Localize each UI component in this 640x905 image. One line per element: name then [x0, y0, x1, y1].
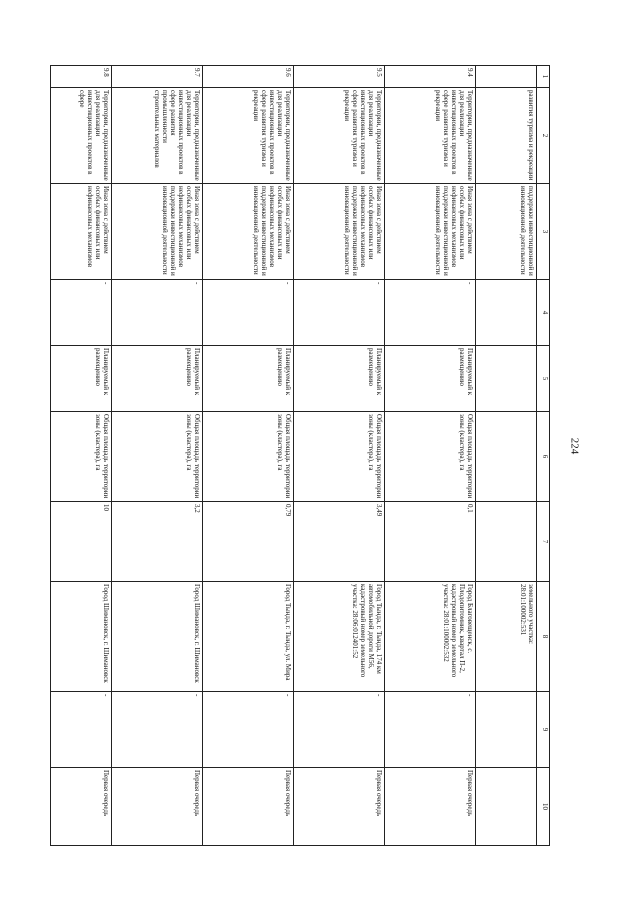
cell-value: 10: [51, 502, 112, 582]
cell-purpose: Территории, предназначенные для реализации инвестиционных проектов в сфере развития промышленности строительных материалов: [112, 88, 203, 184]
cell-col4: -: [294, 280, 385, 346]
cell-value: [476, 502, 537, 582]
cell-number: 9.8: [51, 66, 112, 88]
cell-characteristic: Общая площадь территории зоны (кластера), га: [112, 412, 203, 502]
cell-value: 0,1: [385, 502, 476, 582]
cell-location: Город Благовещенск, с. Плодопитомник, квартал П-2, кадастровый номер земельного участка: 28:01:100002:532: [385, 582, 476, 692]
table-row-9-4: [385, 66, 476, 846]
cell-purpose: Территории, предназначенные для реализации инвестиционных проектов в сфере развития туризма и рекреации: [385, 88, 476, 184]
cell-purpose: развития туризма и рекреации: [476, 88, 537, 184]
col-header-6: 6: [537, 412, 550, 502]
cell-zone-type: Иная зона с действием особых финансовых или нефинансовых механизмов поддержки инвестиционной и инновационной деятельности: [385, 184, 476, 280]
cell-location: Город Тында, г. Тында, 174 км автомобильной дороги М56, кадастровый номер земельного участка: 28:06:012401:52: [294, 582, 385, 692]
cell-characteristic: Общая площадь территории зоны (кластера), га: [203, 412, 294, 502]
table-rotator: [77, 65, 550, 845]
cell-location: Город Тында, г. Тында, ул. Мира: [203, 582, 294, 692]
cell-location: Город Шимановск, г. Шимановск: [51, 582, 112, 692]
col-header-10: 10: [537, 768, 550, 846]
cell-zone-type: поддержки инвестиционной и инновационной деятельности: [476, 184, 537, 280]
cell-col9: -: [203, 692, 294, 768]
cell-col9: [476, 692, 537, 768]
cell-stage: Первая очередь: [51, 768, 112, 846]
col-header-1: 1: [537, 66, 550, 88]
table-row-9-7: [112, 66, 203, 846]
cell-stage: Первая очередь: [203, 768, 294, 846]
cell-stage: Первая очередь: [294, 768, 385, 846]
table-row-9-6: [203, 66, 294, 846]
cell-zone-type: Иная зона с действием особых финансовых или нефинансовых механизмов поддержки инвестиционной и инновационной деятельности: [112, 184, 203, 280]
col-header-5: 5: [537, 346, 550, 412]
cell-characteristic: [476, 412, 537, 502]
rotated-table-container: [77, 65, 550, 845]
cell-location: Город Шимановск, г. Шимановск: [112, 582, 203, 692]
col-header-8: 8: [537, 582, 550, 692]
cell-zone-type: Иная зона с действием особых финансовых или нефинансовых механизмов поддержки инвестиционной и инновационной деятельности: [294, 184, 385, 280]
cell-value: 3,2: [112, 502, 203, 582]
cell-stage: [476, 768, 537, 846]
cell-status: [476, 346, 537, 412]
cell-col4: -: [385, 280, 476, 346]
cell-col4: -: [51, 280, 112, 346]
page-number: 224: [568, 437, 581, 455]
planning-table: [50, 65, 550, 846]
cell-purpose: Территории, предназначенные для реализации инвестиционных проектов в сфере развития туризма и рекреации: [203, 88, 294, 184]
cell-value: 0,79: [203, 502, 294, 582]
cell-zone-type: Иная зона с действием особых финансовых или нефинансовых механизмов: [51, 184, 112, 280]
cell-characteristic: Общая площадь территории зоны (кластера), га: [385, 412, 476, 502]
cell-col9: -: [385, 692, 476, 768]
cell-purpose: Территории, предназначенные для реализации инвестиционных проектов в сфере развития туризма и рекреации: [294, 88, 385, 184]
cell-value: 3,49: [294, 502, 385, 582]
cell-characteristic: Общая площадь территории зоны (кластера), га: [294, 412, 385, 502]
cell-status: Планируемый к размещению: [294, 346, 385, 412]
cell-col9: -: [51, 692, 112, 768]
cell-col4: -: [112, 280, 203, 346]
cell-characteristic: Общая площадь территории зоны (кластера), га: [51, 412, 112, 502]
table-row-9-5: [294, 66, 385, 846]
cell-location: земельного участка: 28:01:100002:531: [476, 582, 537, 692]
cell-status: Планируемый к размещению: [385, 346, 476, 412]
cell-col4: -: [203, 280, 294, 346]
cell-number: 9.6: [203, 66, 294, 88]
column-number-row: [537, 66, 550, 846]
cell-number: 9.4: [385, 66, 476, 88]
col-header-4: 4: [537, 280, 550, 346]
cell-status: Планируемый к размещению: [112, 346, 203, 412]
table-row-9-8: [51, 66, 112, 846]
cell-purpose: Территории, предназначенные для реализации инвестиционных проектов в сфере: [51, 88, 112, 184]
cell-zone-type: Иная зона с действием особых финансовых или нефинансовых механизмов поддержки инвестиционной и инновационной деятельности: [203, 184, 294, 280]
continuation-row: [476, 66, 537, 846]
cell-col4: [476, 280, 537, 346]
cell-number: 9.7: [112, 66, 203, 88]
cell-status: Планируемый к размещению: [51, 346, 112, 412]
cell-col9: -: [294, 692, 385, 768]
col-header-7: 7: [537, 502, 550, 582]
cell-status: Планируемый к размещению: [203, 346, 294, 412]
cell-stage: Первая очередь: [112, 768, 203, 846]
cell-number: [476, 66, 537, 88]
col-header-2: 2: [537, 88, 550, 184]
cell-stage: Первая очередь: [385, 768, 476, 846]
col-header-3: 3: [537, 184, 550, 280]
cell-col9: -: [112, 692, 203, 768]
cell-number: 9.5: [294, 66, 385, 88]
col-header-9: 9: [537, 692, 550, 768]
